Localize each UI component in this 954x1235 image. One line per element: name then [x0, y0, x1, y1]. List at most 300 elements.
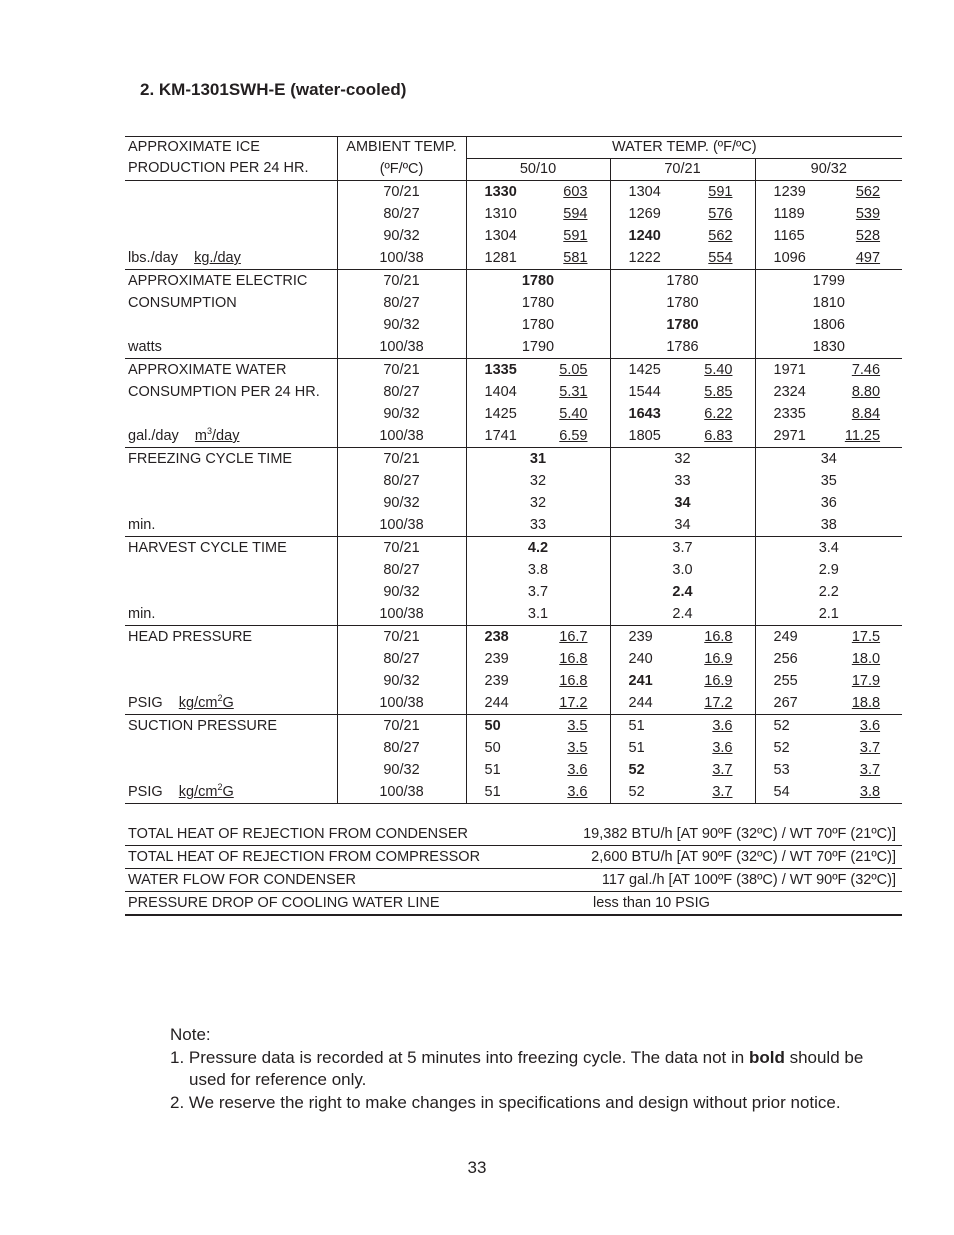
- ambient-cell: 90/32: [337, 759, 466, 781]
- imperial-value: 1643: [628, 406, 661, 422]
- imperial-value: 52: [755, 715, 828, 738]
- metric-value: [682, 225, 755, 247]
- summary-value: 117 gal./h [AT 100ºF (38ºC) / WT 90ºF (32ºC)]: [555, 869, 902, 892]
- row-unit: [128, 517, 155, 533]
- metric-value: [828, 381, 902, 403]
- table-row: [125, 359, 902, 382]
- metric-value-text: 17.5: [851, 629, 881, 645]
- metric-value-text: 16.9: [704, 673, 733, 689]
- ambient-cell: 100/38: [337, 247, 466, 270]
- value-cell: 33: [610, 470, 755, 492]
- metric-value-text: 5.85: [704, 384, 733, 400]
- metric-value: [538, 737, 610, 759]
- metric-value-text: 8.80: [851, 384, 881, 400]
- row-label: [125, 603, 337, 626]
- metric-value-text: 581: [563, 250, 588, 266]
- unit-label: PSIG: [128, 695, 163, 711]
- row-label: [125, 559, 337, 581]
- row-label: APPROXIMATE ELECTRIC: [125, 270, 337, 293]
- imperial-value: 1971: [755, 359, 828, 382]
- row-label: [125, 425, 337, 448]
- row-label: CONSUMPTION PER 24 HR.: [125, 381, 337, 403]
- metric-value: [682, 381, 755, 403]
- water-temp-header: WATER TEMP. (ºF/ºC): [466, 137, 902, 159]
- value-cell: 35: [820, 473, 837, 489]
- table-row: [125, 537, 902, 560]
- row-label-line: PRODUCTION PER 24 HR.: [128, 160, 309, 176]
- metric-value-text: 539: [855, 206, 881, 222]
- row-label: [125, 492, 337, 514]
- metric-value-text: 17.9: [851, 673, 881, 689]
- imperial-value: 53: [773, 762, 790, 778]
- metric-value: [828, 403, 902, 425]
- row-label: [125, 247, 337, 270]
- page-number: 33: [467, 1158, 487, 1177]
- metric-value-text: 3.6: [567, 762, 588, 778]
- metric-value: [682, 759, 755, 781]
- metric-value-text: 603: [563, 184, 588, 200]
- imperial-value: 249: [755, 626, 828, 649]
- table-row: [125, 336, 902, 359]
- value-cell: 1806: [812, 317, 845, 333]
- value-cell: 1780: [610, 314, 755, 336]
- ambient-cell: 70/21: [337, 715, 466, 738]
- ambient-cell: 80/27: [337, 381, 466, 403]
- value-cell: 1780: [610, 270, 755, 293]
- metric-value-text: 562: [855, 184, 881, 200]
- row-label: [125, 737, 337, 759]
- value-cell: 1810: [812, 295, 845, 311]
- table-row: [125, 715, 902, 738]
- value-cell: 2.9: [818, 562, 839, 578]
- metric-value: [538, 692, 610, 715]
- imperial-value: 51: [484, 762, 501, 778]
- metric-value-text: 3.6: [567, 784, 588, 800]
- imperial-value: 1096: [773, 250, 806, 266]
- imperial-value: 50: [466, 715, 538, 738]
- metric-value: [538, 203, 610, 225]
- row-label: [125, 470, 337, 492]
- note-item-1-text: 1. Pressure data is recorded at 5 minutes into freezing cycle. The data not in: [170, 1047, 749, 1067]
- value-cell: 4.2: [466, 537, 610, 560]
- row-label-line: APPROXIMATE ICE: [128, 139, 260, 155]
- metric-value: [828, 670, 902, 692]
- imperial-value: 1335: [466, 359, 538, 382]
- metric-value: [538, 359, 610, 382]
- imperial-value: 244: [484, 695, 509, 711]
- value-cell: 3.1: [466, 603, 610, 626]
- metric-value: [538, 670, 610, 692]
- ambient-cell: 100/38: [337, 514, 466, 537]
- row-label: FREEZING CYCLE TIME: [125, 448, 337, 471]
- metric-value-text: 591: [708, 184, 733, 200]
- summary-label: WATER FLOW FOR CONDENSER: [125, 869, 555, 892]
- imperial-value: 1240: [628, 228, 661, 244]
- value-cell: 3.4: [755, 537, 902, 560]
- metric-value-text: 3.7: [712, 762, 733, 778]
- metric-value: [682, 181, 755, 204]
- metric-value: [828, 203, 902, 225]
- metric-value-text: 3.8: [859, 784, 881, 800]
- metric-value-text: 11.25: [844, 428, 881, 444]
- metric-value: [682, 359, 755, 382]
- unit-label-metric: $m^3$/day: [194, 426, 240, 444]
- summary-label: TOTAL HEAT OF REJECTION FROM COMPRESSOR: [125, 846, 555, 869]
- note-item-1: [170, 1047, 870, 1092]
- row-label: [125, 670, 337, 692]
- metric-value: [682, 247, 755, 270]
- value-cell: 1780: [466, 292, 610, 314]
- value-cell: 31: [466, 448, 610, 471]
- metric-value-text: 6.22: [704, 406, 733, 422]
- metric-value: [538, 181, 610, 204]
- row-label: [125, 137, 337, 181]
- imperial-value: 1805: [628, 428, 661, 444]
- unit-label: lbs./day: [128, 250, 178, 266]
- value-cell: 36: [820, 495, 837, 511]
- table-row: [125, 225, 902, 247]
- imperial-value: 51: [628, 740, 645, 756]
- value-cell: 2.2: [818, 584, 839, 600]
- note-item-1-bold: bold: [748, 1047, 785, 1067]
- imperial-value: 50: [484, 740, 501, 756]
- note-item-2: 2. We reserve the right to make changes in specifications and design without prior notice.: [170, 1092, 841, 1112]
- imperial-value: 1310: [484, 206, 517, 222]
- value-cell: 3.7: [466, 581, 610, 603]
- metric-value-text: 3.7: [859, 762, 881, 778]
- ambient-cell: 100/38: [337, 692, 466, 715]
- value-cell: 2.4: [610, 581, 755, 603]
- imperial-value: 52: [610, 781, 682, 804]
- row-label: HEAD PRESSURE: [125, 626, 337, 649]
- table-row: [125, 381, 902, 403]
- metric-value: [828, 759, 902, 781]
- metric-value: [682, 203, 755, 225]
- imperial-value: 1425: [610, 359, 682, 382]
- metric-value: [682, 626, 755, 649]
- table-row: [125, 737, 902, 759]
- summary-row: [125, 846, 902, 869]
- row-label: [125, 336, 337, 359]
- metric-value: [682, 403, 755, 425]
- metric-value: [538, 425, 610, 448]
- table-row: [125, 670, 902, 692]
- row-label: [125, 781, 337, 804]
- metric-value-text: 16.8: [559, 673, 588, 689]
- table-row: [125, 247, 902, 270]
- table-row: [125, 492, 902, 514]
- metric-value-text: 7.46: [851, 362, 881, 378]
- metric-value-text: 17.2: [704, 695, 733, 711]
- metric-value: [538, 403, 610, 425]
- imperial-value: 238: [466, 626, 538, 649]
- row-label: [125, 581, 337, 603]
- metric-value-text: 5.05: [559, 362, 588, 378]
- value-cell: 1780: [610, 292, 755, 314]
- unit-label-metric: $kg/cm^2G$: [178, 693, 234, 711]
- unit-label-metric: kg./day: [194, 250, 241, 266]
- ambient-header-unit: (ºF/ºC): [337, 159, 466, 181]
- note-block: [170, 1024, 870, 1114]
- metric-value: [682, 692, 755, 715]
- metric-value-text: 6.83: [704, 428, 733, 444]
- metric-value: [828, 715, 902, 738]
- ambient-cell: 90/32: [337, 403, 466, 425]
- metric-value: [828, 225, 902, 247]
- imperial-value: 52: [773, 740, 790, 756]
- ambient-cell: 100/38: [337, 425, 466, 448]
- summary-table: [125, 823, 902, 916]
- row-unit: [128, 250, 241, 266]
- ambient-cell: 80/27: [337, 203, 466, 225]
- metric-value: [828, 359, 902, 382]
- imperial-value: 1281: [484, 250, 517, 266]
- value-cell: 3.8: [466, 559, 610, 581]
- table-row: [125, 781, 902, 804]
- note-heading: Note:: [170, 1025, 211, 1044]
- imperial-value: 1269: [628, 206, 661, 222]
- value-cell: 34: [755, 448, 902, 471]
- metric-value: [682, 737, 755, 759]
- table-row: [125, 470, 902, 492]
- metric-value-text: 497: [855, 250, 881, 266]
- metric-value: [682, 715, 755, 738]
- value-cell: 1830: [812, 339, 845, 355]
- ambient-cell: 80/27: [337, 292, 466, 314]
- table-row: [125, 648, 902, 670]
- note-item-1-text-end: should be used for reference only.: [189, 1047, 864, 1089]
- value-cell: 38: [820, 517, 837, 533]
- metric-value-text: 18.8: [851, 695, 881, 711]
- row-label: [125, 314, 337, 336]
- table-row: [125, 559, 902, 581]
- imperial-value: 1404: [484, 384, 517, 400]
- row-label: APPROXIMATE WATER: [125, 359, 337, 382]
- row-label: [125, 225, 337, 247]
- table-row: [125, 292, 902, 314]
- imperial-value: 1544: [628, 384, 661, 400]
- row-label: [125, 514, 337, 537]
- table-row: [125, 581, 902, 603]
- imperial-value: 240: [628, 651, 653, 667]
- metric-value-text: 5.40: [704, 362, 733, 378]
- metric-value: [538, 648, 610, 670]
- ambient-cell: 70/21: [337, 537, 466, 560]
- summary-label: TOTAL HEAT OF REJECTION FROM CONDENSER: [125, 823, 555, 846]
- value-cell: 32: [466, 492, 610, 514]
- metric-value: [828, 737, 902, 759]
- metric-value: [828, 425, 902, 448]
- imperial-value: 1741: [484, 428, 517, 444]
- metric-value: [682, 648, 755, 670]
- metric-value-text: 18.0: [851, 651, 881, 667]
- table-row: [125, 203, 902, 225]
- row-label: [125, 692, 337, 715]
- unit-label: watts: [128, 339, 162, 355]
- imperial-value: 1222: [628, 250, 661, 266]
- table-row: [125, 448, 902, 471]
- imperial-value: 1239: [773, 184, 806, 200]
- row-unit: [128, 428, 239, 444]
- metric-value-text: 16.7: [559, 629, 588, 645]
- metric-value: [828, 181, 902, 204]
- imperial-value: 2335: [773, 406, 806, 422]
- table-row: [125, 514, 902, 537]
- imperial-value: 54: [755, 781, 828, 804]
- imperial-value: 2324: [773, 384, 806, 400]
- imperial-value: 1165: [773, 228, 805, 244]
- imperial-value: 1425: [484, 406, 517, 422]
- metric-value-text: 562: [708, 228, 733, 244]
- value-cell: 1786: [610, 336, 755, 359]
- metric-value-text: 5.31: [559, 384, 588, 400]
- ambient-cell: 90/32: [337, 492, 466, 514]
- metric-value-text: 594: [563, 206, 588, 222]
- table-row: [125, 759, 902, 781]
- row-label: [125, 181, 337, 204]
- imperial-value: 51: [466, 781, 538, 804]
- value-cell: 34: [610, 514, 755, 537]
- row-label: SUCTION PRESSURE: [125, 715, 337, 738]
- ambient-cell: 100/38: [337, 781, 466, 804]
- metric-value: [828, 626, 902, 649]
- row-unit: [128, 695, 234, 711]
- metric-value: [682, 425, 755, 448]
- metric-value-text: 3.6: [859, 718, 881, 734]
- metric-value: [538, 225, 610, 247]
- table-row: [125, 270, 902, 293]
- summary-row: [125, 892, 902, 916]
- metric-value-text: 3.5: [567, 740, 588, 756]
- metric-value: [682, 781, 755, 804]
- ambient-cell: 100/38: [337, 336, 466, 359]
- value-cell: 1780: [466, 314, 610, 336]
- table-row: [125, 603, 902, 626]
- metric-value: [538, 715, 610, 738]
- metric-value-text: 3.6: [712, 718, 733, 734]
- value-cell: 34: [610, 492, 755, 514]
- page-title: 2. KM-1301SWH-E (water-cooled): [140, 80, 407, 99]
- ambient-cell: 80/27: [337, 737, 466, 759]
- metric-value-text: 3.6: [712, 740, 733, 756]
- table-row: [125, 314, 902, 336]
- metric-value-text: 16.8: [704, 629, 733, 645]
- imperial-value: 52: [628, 762, 645, 778]
- imperial-value: 255: [773, 673, 798, 689]
- performance-table: [125, 136, 902, 804]
- ambient-cell: 80/27: [337, 470, 466, 492]
- value-cell: 32: [610, 448, 755, 471]
- table-row: [125, 181, 902, 204]
- ambient-cell: 70/21: [337, 359, 466, 382]
- metric-value: [538, 626, 610, 649]
- row-label: [125, 759, 337, 781]
- value-cell: 2.1: [818, 606, 839, 622]
- summary-value: less than 10 PSIG: [555, 892, 902, 916]
- water-temp-column: 70/21: [610, 159, 755, 181]
- table-header-row: [125, 137, 902, 159]
- imperial-value: 1189: [773, 206, 805, 222]
- row-label: [125, 203, 337, 225]
- imperial-value: 239: [610, 626, 682, 649]
- ambient-cell: 70/21: [337, 448, 466, 471]
- ambient-header: AMBIENT TEMP.: [337, 137, 466, 159]
- row-label: [125, 403, 337, 425]
- metric-value-text: 8.84: [851, 406, 881, 422]
- water-temp-column: 90/32: [810, 161, 847, 177]
- metric-value: [538, 781, 610, 804]
- table-row: [125, 403, 902, 425]
- ambient-cell: 90/32: [337, 225, 466, 247]
- table-row: [125, 692, 902, 715]
- metric-value-text: 6.59: [559, 428, 588, 444]
- summary-row: [125, 869, 902, 892]
- metric-value-text: 17.2: [559, 695, 588, 711]
- value-cell: 3.7: [610, 537, 755, 560]
- imperial-value: 241: [628, 673, 653, 689]
- metric-value: [828, 692, 902, 715]
- row-label: [125, 648, 337, 670]
- value-cell: 33: [466, 514, 610, 537]
- metric-value-text: 3.7: [859, 740, 881, 756]
- metric-value-text: 3.7: [712, 784, 733, 800]
- metric-value-text: 16.8: [559, 651, 588, 667]
- row-unit: [128, 784, 234, 800]
- value-cell: 2.4: [610, 603, 755, 626]
- summary-value: 2,600 BTU/h [AT 90ºF (32ºC) / WT 70ºF (21ºC)]: [555, 846, 902, 869]
- metric-value: [828, 247, 902, 270]
- imperial-value: 2971: [773, 428, 806, 444]
- unit-label: gal./day: [128, 428, 179, 444]
- metric-value: [538, 247, 610, 270]
- value-cell: 1799: [755, 270, 902, 293]
- imperial-value: 267: [773, 695, 798, 711]
- metric-value: [828, 648, 902, 670]
- row-label: CONSUMPTION: [125, 292, 337, 314]
- metric-value-text: 3.5: [567, 718, 588, 734]
- summary-label: PRESSURE DROP OF COOLING WATER LINE: [125, 892, 555, 916]
- unit-label-metric: $kg/cm^2G$: [178, 782, 234, 800]
- imperial-value: 1304: [628, 184, 661, 200]
- unit-label: min.: [128, 517, 156, 533]
- imperial-value: 239: [484, 651, 509, 667]
- metric-value: [682, 670, 755, 692]
- imperial-value: 1304: [484, 228, 517, 244]
- imperial-value: 51: [610, 715, 682, 738]
- value-cell: 3.0: [610, 559, 755, 581]
- metric-value-text: 5.40: [559, 406, 588, 422]
- row-unit: [128, 339, 162, 355]
- summary-value: 19,382 BTU/h [AT 90ºF (32ºC) / WT 70ºF (21ºC)]: [555, 823, 902, 846]
- imperial-value: 239: [484, 673, 509, 689]
- metric-value-text: 16.9: [704, 651, 733, 667]
- value-cell: 1780: [466, 270, 610, 293]
- table-row: [125, 626, 902, 649]
- metric-value: [828, 781, 902, 804]
- ambient-cell: 70/21: [337, 270, 466, 293]
- unit-label: PSIG: [128, 784, 163, 800]
- metric-value-text: 554: [708, 250, 733, 266]
- metric-value-text: 528: [855, 228, 881, 244]
- metric-value-text: 591: [563, 228, 588, 244]
- ambient-cell: 80/27: [337, 648, 466, 670]
- row-label: HARVEST CYCLE TIME: [125, 537, 337, 560]
- ambient-cell: 100/38: [337, 603, 466, 626]
- ambient-cell: 90/32: [337, 581, 466, 603]
- metric-value-text: 576: [708, 206, 733, 222]
- ambient-cell: 90/32: [337, 314, 466, 336]
- unit-label: min.: [128, 606, 156, 622]
